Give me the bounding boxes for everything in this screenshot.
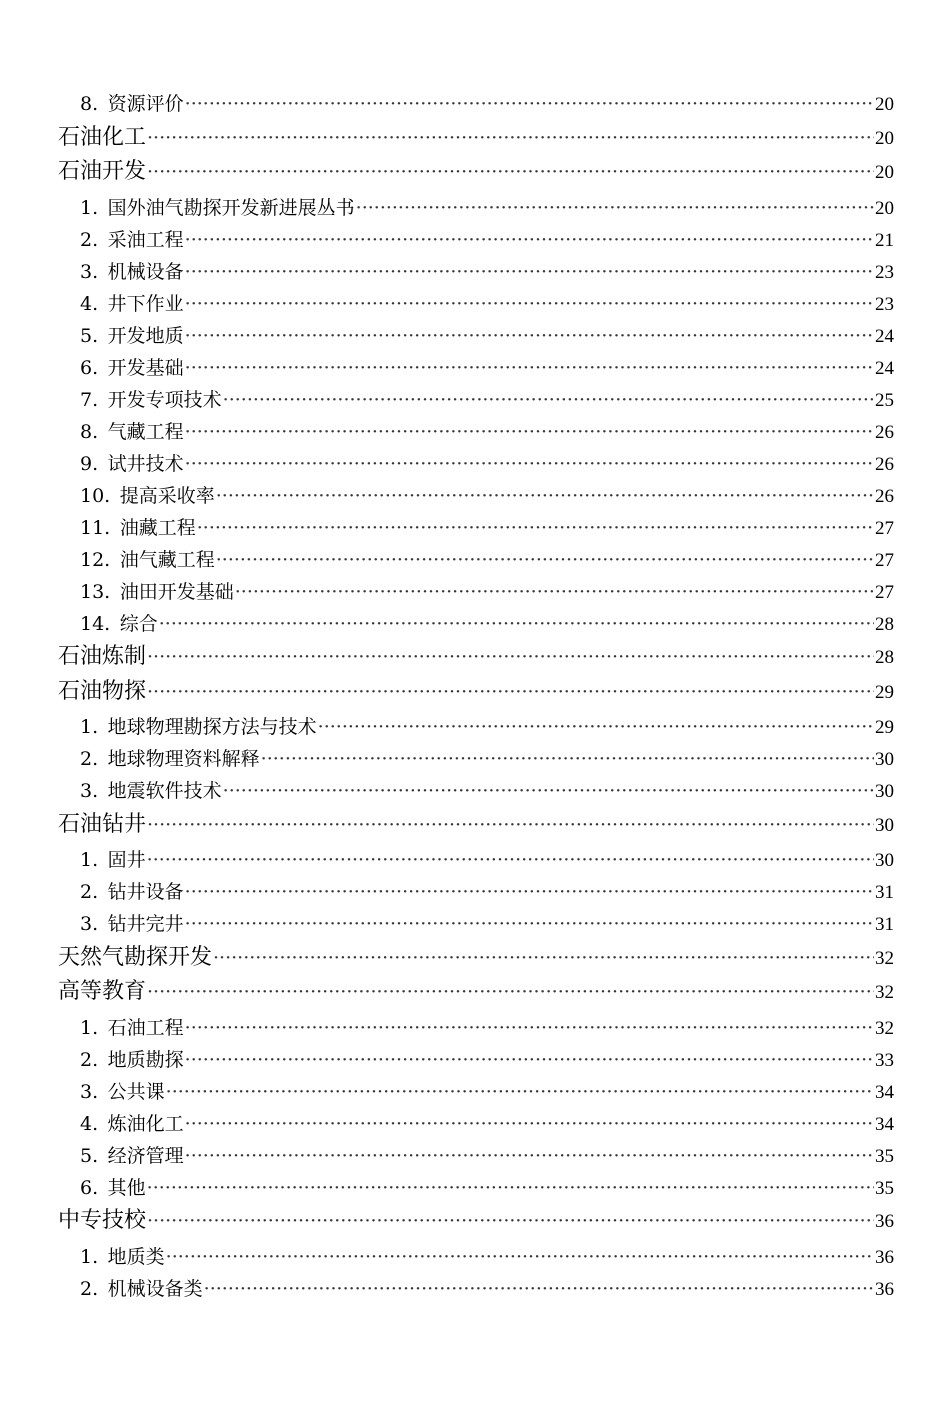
toc-entry-number: 10.	[80, 484, 111, 507]
toc-entry-title: 气藏工程	[107, 420, 184, 443]
toc-entry[interactable]	[80, 712, 894, 742]
toc-heading-title: 天然气勘探开发	[58, 944, 213, 970]
dot-leader	[166, 1242, 874, 1272]
dot-leader	[185, 909, 874, 939]
toc-entry[interactable]	[80, 257, 894, 287]
dot-leader	[185, 417, 874, 447]
page-number: 36	[875, 1211, 894, 1232]
toc-heading-title: 高等教育	[58, 979, 147, 1004]
toc-heading-title: 中专技校	[58, 1208, 147, 1233]
toc-entry-title: 油田开发基础	[119, 580, 234, 603]
toc-heading[interactable]	[58, 1205, 894, 1237]
toc-entry-number: 3.	[80, 260, 99, 283]
toc-entry-number: 2.	[80, 881, 99, 903]
toc-entry-title: 机械设备类	[107, 1277, 203, 1300]
page-number: 26	[875, 421, 894, 443]
toc-heading[interactable]	[58, 641, 894, 673]
toc-entry-title: 其他	[107, 1176, 146, 1199]
toc-heading-title: 石油化工	[58, 124, 147, 150]
page-number: 34	[875, 1113, 894, 1135]
dot-leader	[159, 609, 874, 639]
toc-entry[interactable]	[80, 577, 894, 607]
page-number: 30	[875, 850, 894, 871]
toc-entry-title: 油藏工程	[119, 516, 196, 539]
toc-entry[interactable]	[80, 744, 894, 774]
toc-entry[interactable]	[80, 1173, 894, 1203]
toc-heading[interactable]	[58, 676, 894, 708]
toc-entry[interactable]	[80, 909, 894, 939]
toc-entry-title: 采油工程	[107, 228, 184, 251]
toc-entry[interactable]	[80, 545, 894, 575]
dot-leader	[213, 942, 874, 974]
dot-leader	[235, 577, 874, 607]
page-number: 31	[875, 914, 894, 935]
page-number: 28	[875, 613, 894, 635]
toc-entry-number: 12.	[80, 548, 111, 571]
page-number: 35	[875, 1177, 894, 1199]
dot-leader	[185, 1141, 874, 1171]
toc-entry-number: 6.	[80, 1176, 99, 1199]
dot-leader	[204, 1274, 874, 1304]
toc-heading[interactable]	[58, 122, 894, 154]
dot-leader	[147, 845, 874, 875]
toc-entry-number: 4.	[80, 292, 99, 315]
toc-entry-number: 2.	[80, 1048, 99, 1071]
toc-entry-number: 3.	[80, 780, 99, 802]
page-number: 26	[875, 453, 894, 475]
toc-entry[interactable]	[80, 449, 894, 479]
toc-entry-title: 油气藏工程	[119, 548, 215, 571]
dot-leader	[185, 877, 874, 907]
toc-entry-title: 资源评价	[107, 93, 184, 115]
toc-entry-title: 固井	[107, 849, 146, 871]
toc-entry-number: 1.	[80, 716, 99, 738]
toc-entry-number: 3.	[80, 1080, 99, 1103]
toc-entry-title: 钻井完井	[107, 913, 184, 935]
toc-heading-title: 石油物探	[58, 678, 147, 704]
dot-leader	[147, 641, 874, 673]
dot-leader	[147, 1205, 874, 1237]
toc-entry-number: 5.	[80, 324, 99, 347]
toc-entry-number: 9.	[80, 452, 99, 475]
page-number: 23	[875, 293, 894, 315]
dot-leader	[185, 289, 874, 319]
toc-entry-title: 开发专项技术	[107, 388, 222, 411]
toc-entry-title: 提高采收率	[119, 484, 215, 507]
page-number: 24	[875, 357, 894, 379]
dot-leader	[197, 513, 874, 543]
toc-entry-number: 14.	[80, 612, 111, 635]
dot-leader	[147, 156, 874, 188]
page-number: 27	[875, 549, 894, 571]
page-number: 28	[875, 647, 894, 668]
toc-entry-number: 7.	[80, 388, 99, 411]
dot-leader	[356, 193, 874, 223]
page-number: 32	[875, 1017, 894, 1039]
toc-entry[interactable]	[80, 1045, 894, 1075]
toc-entry-title: 钻井设备	[107, 881, 184, 903]
toc-heading-title: 石油开发	[58, 159, 147, 184]
toc-entry-title: 经济管理	[107, 1144, 184, 1167]
page-number: 35	[875, 1145, 894, 1167]
toc-entry[interactable]	[80, 193, 894, 223]
dot-leader	[223, 385, 874, 415]
dot-leader	[223, 776, 874, 806]
toc-entry-title: 国外油气勘探开发新进展丛书	[107, 196, 355, 219]
toc-entry[interactable]	[80, 1013, 894, 1043]
toc-entry-number: 1.	[80, 1016, 99, 1039]
page-number: 20	[875, 162, 894, 183]
dot-leader	[185, 257, 874, 287]
page-number: 21	[875, 229, 894, 251]
toc-entry-number: 6.	[80, 356, 99, 379]
dot-leader	[185, 1013, 874, 1043]
page-number: 20	[875, 127, 894, 149]
page-number: 26	[875, 485, 894, 507]
page-number: 32	[875, 947, 894, 969]
page-number: 36	[875, 1278, 894, 1300]
toc-entry-number: 1.	[80, 196, 99, 219]
toc-entry-number: 8.	[80, 420, 99, 443]
toc-entry-number: 4.	[80, 1112, 99, 1135]
toc-entry-number: 2.	[80, 228, 99, 251]
page-number: 20	[875, 197, 894, 219]
page-number: 30	[875, 814, 894, 836]
page-number: 33	[875, 1049, 894, 1071]
page-number: 30	[875, 781, 894, 802]
toc-entry[interactable]	[80, 289, 894, 319]
toc-entry-title: 地质类	[107, 1245, 165, 1268]
dot-leader	[185, 353, 874, 383]
page-number: 32	[875, 982, 894, 1003]
page-number: 24	[875, 325, 894, 347]
page-number: 31	[875, 882, 894, 903]
toc-entry-title: 地震软件技术	[107, 780, 222, 802]
toc-entry-title: 开发地质	[107, 324, 184, 347]
toc-entry-number: 13.	[80, 580, 111, 603]
dot-leader	[185, 225, 874, 255]
page-number: 29	[875, 681, 894, 703]
dot-leader	[216, 545, 874, 575]
toc-entry-title: 井下作业	[107, 292, 184, 315]
page-number: 29	[875, 717, 894, 738]
toc-entry-number: 1.	[80, 1245, 99, 1268]
toc-entry[interactable]	[80, 1141, 894, 1171]
page-number: 23	[875, 261, 894, 283]
toc-heading[interactable]	[58, 809, 894, 841]
toc-entry[interactable]	[80, 1077, 894, 1107]
page-number: 27	[875, 581, 894, 603]
toc-entry-title: 炼油化工	[107, 1112, 184, 1135]
toc-entry[interactable]	[80, 877, 894, 907]
toc-entry-title: 开发基础	[107, 356, 184, 379]
dot-leader	[185, 1109, 874, 1139]
toc-entry[interactable]	[80, 776, 894, 806]
dot-leader	[216, 481, 874, 511]
toc-entry-title: 公共课	[107, 1080, 165, 1103]
page-number: 30	[875, 749, 894, 770]
page-number: 34	[875, 1081, 894, 1103]
dot-leader	[147, 676, 874, 708]
dot-leader	[261, 744, 874, 774]
dot-leader	[318, 712, 874, 742]
toc-entry-title: 机械设备	[107, 260, 184, 283]
page-number: 25	[875, 389, 894, 411]
toc-entry[interactable]	[80, 1109, 894, 1139]
dot-leader	[147, 122, 874, 154]
page-number: 20	[875, 94, 894, 115]
toc-entry[interactable]	[80, 609, 894, 639]
toc-entry-title: 试井技术	[107, 452, 184, 475]
dot-leader	[147, 1173, 874, 1203]
dot-leader	[185, 1045, 874, 1075]
toc-entry-title: 综合	[119, 612, 158, 635]
toc-entry[interactable]	[80, 1274, 894, 1304]
toc-entry-number: 8.	[80, 93, 99, 115]
toc-entry[interactable]	[80, 225, 894, 255]
toc-entry[interactable]	[80, 385, 894, 415]
toc-entry-title: 地球物理资料解释	[107, 748, 260, 770]
toc-entry-number: 2.	[80, 748, 99, 770]
toc-entry[interactable]	[80, 845, 894, 875]
toc-entry-title: 地质勘探	[107, 1048, 184, 1071]
page-number: 36	[875, 1246, 894, 1268]
toc-heading[interactable]	[58, 156, 894, 188]
dot-leader	[185, 89, 874, 119]
dot-leader	[147, 976, 874, 1008]
page-number: 27	[875, 517, 894, 539]
toc-entry[interactable]	[80, 321, 894, 351]
toc-entry-title: 石油工程	[107, 1016, 184, 1039]
toc-entry-number: 3.	[80, 913, 99, 935]
toc-entry-number: 5.	[80, 1144, 99, 1167]
toc-heading-title: 石油炼制	[58, 644, 147, 669]
dot-leader	[185, 449, 874, 479]
toc-entry-title: 地球物理勘探方法与技术	[107, 716, 317, 738]
toc-heading-title: 石油钻井	[58, 811, 147, 837]
toc-entry[interactable]	[80, 1242, 894, 1272]
toc-entry[interactable]	[80, 89, 894, 119]
toc-heading[interactable]	[58, 942, 894, 974]
dot-leader	[147, 809, 874, 841]
dot-leader	[185, 321, 874, 351]
toc-entry-number: 2.	[80, 1277, 99, 1300]
toc-entry[interactable]	[80, 481, 894, 511]
toc-entry-number: 1.	[80, 849, 99, 871]
toc-entry[interactable]	[80, 353, 894, 383]
toc-heading[interactable]	[58, 976, 894, 1008]
dot-leader	[166, 1077, 874, 1107]
toc-entry-number: 11.	[80, 516, 111, 539]
toc-entry[interactable]	[80, 513, 894, 543]
toc-entry[interactable]	[80, 417, 894, 447]
